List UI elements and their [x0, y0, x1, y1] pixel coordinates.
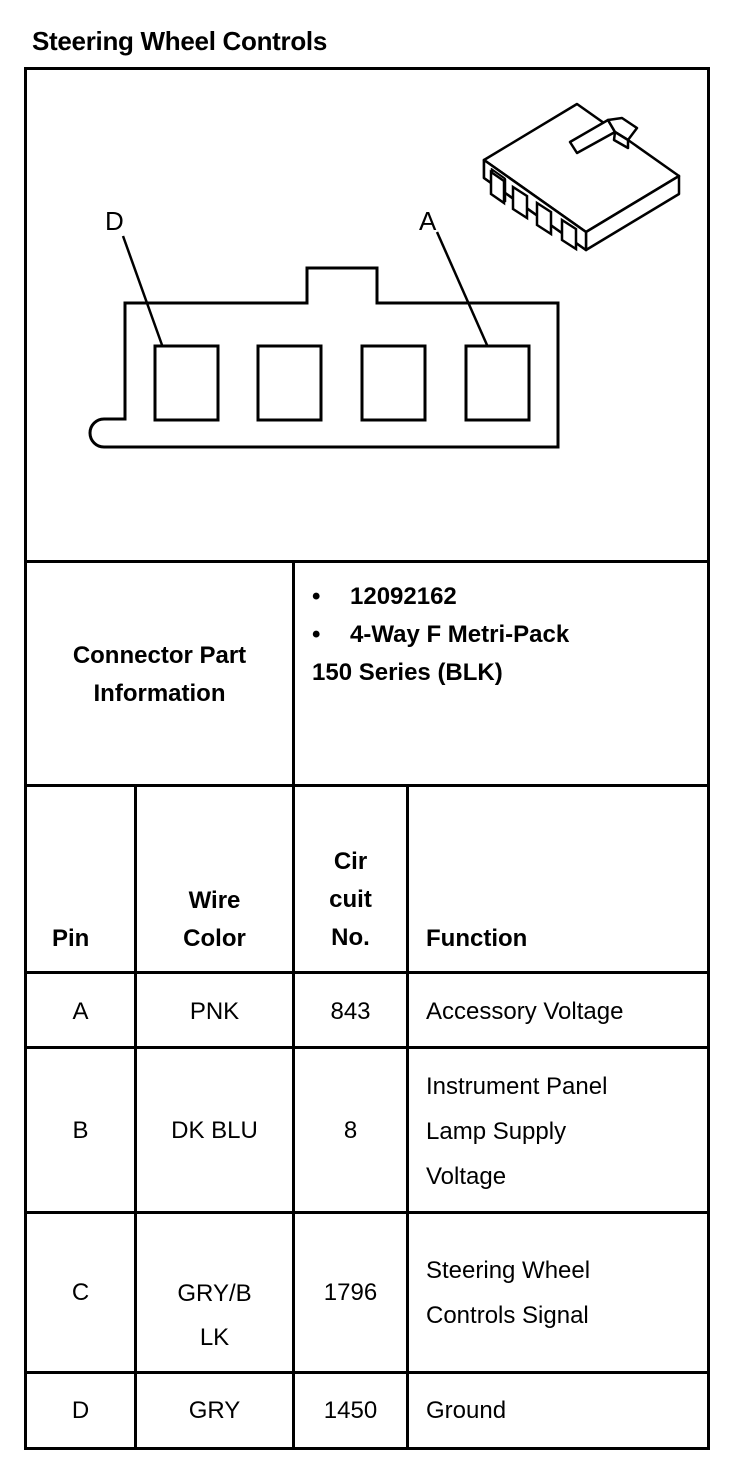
- table-row-d-pin: D: [71, 1397, 90, 1424]
- header-circuit-no: Cir cuit No.: [329, 848, 372, 951]
- divider-diagram: [24, 560, 710, 563]
- table-row-a-color: PNK: [189, 998, 240, 1025]
- table-row-c-color: GRY/B LK: [177, 1280, 252, 1351]
- connector-info-values: [312, 578, 702, 692]
- divider-row-c: [24, 1371, 710, 1374]
- table-row-b-circuit: 8: [343, 1117, 358, 1144]
- header-function: Function: [426, 925, 528, 952]
- divider-circuit-col: [406, 784, 409, 1450]
- table-row-d-color: GRY: [188, 1397, 241, 1424]
- table-row-b-pin: B: [72, 1117, 89, 1144]
- table-row-b-function: Instrument Panel Lamp Supply Voltage: [426, 1073, 608, 1190]
- table-row-d-function: Ground: [426, 1397, 507, 1424]
- leader-line-d: [123, 236, 162, 345]
- table-row-d-circuit: 1450: [323, 1397, 378, 1424]
- cavity-c: [258, 346, 321, 420]
- connector-type-continuation: 150 Series (BLK): [312, 659, 503, 686]
- cavity-d: [155, 346, 218, 420]
- table-row-c-function: Steering Wheel Controls Signal: [426, 1257, 591, 1329]
- connector-info-label: Connector Part Information: [72, 642, 247, 707]
- part-number-item: • 12092162: [312, 583, 457, 610]
- divider-row-a: [24, 1046, 710, 1049]
- cavity-b: [362, 346, 425, 420]
- table-row-b-color: DK BLU: [171, 1117, 258, 1144]
- divider-header: [24, 971, 710, 974]
- divider-info: [24, 784, 710, 787]
- table-row-c-circuit: 1796: [323, 1279, 378, 1306]
- leader-line-a: [437, 232, 487, 345]
- table-row-c-pin: C: [71, 1279, 90, 1306]
- page-title: Steering Wheel Controls: [32, 26, 328, 56]
- pin-label-a: A: [419, 206, 437, 236]
- connector-isometric: [484, 104, 679, 250]
- table-row-a-function: Accessory Voltage: [426, 998, 624, 1025]
- table-row-a-circuit: 843: [330, 998, 371, 1025]
- divider-row-b: [24, 1211, 710, 1214]
- pin-label-d: D: [105, 206, 124, 236]
- header-wire-color: Wire Color: [183, 887, 246, 952]
- table-row-a-pin: A: [72, 998, 89, 1025]
- connector-type-item: • 4-Way F Metri-Pack: [312, 621, 570, 648]
- cavity-a: [466, 346, 529, 420]
- connector-diagram: [27, 70, 707, 560]
- header-pin: Pin: [52, 925, 90, 952]
